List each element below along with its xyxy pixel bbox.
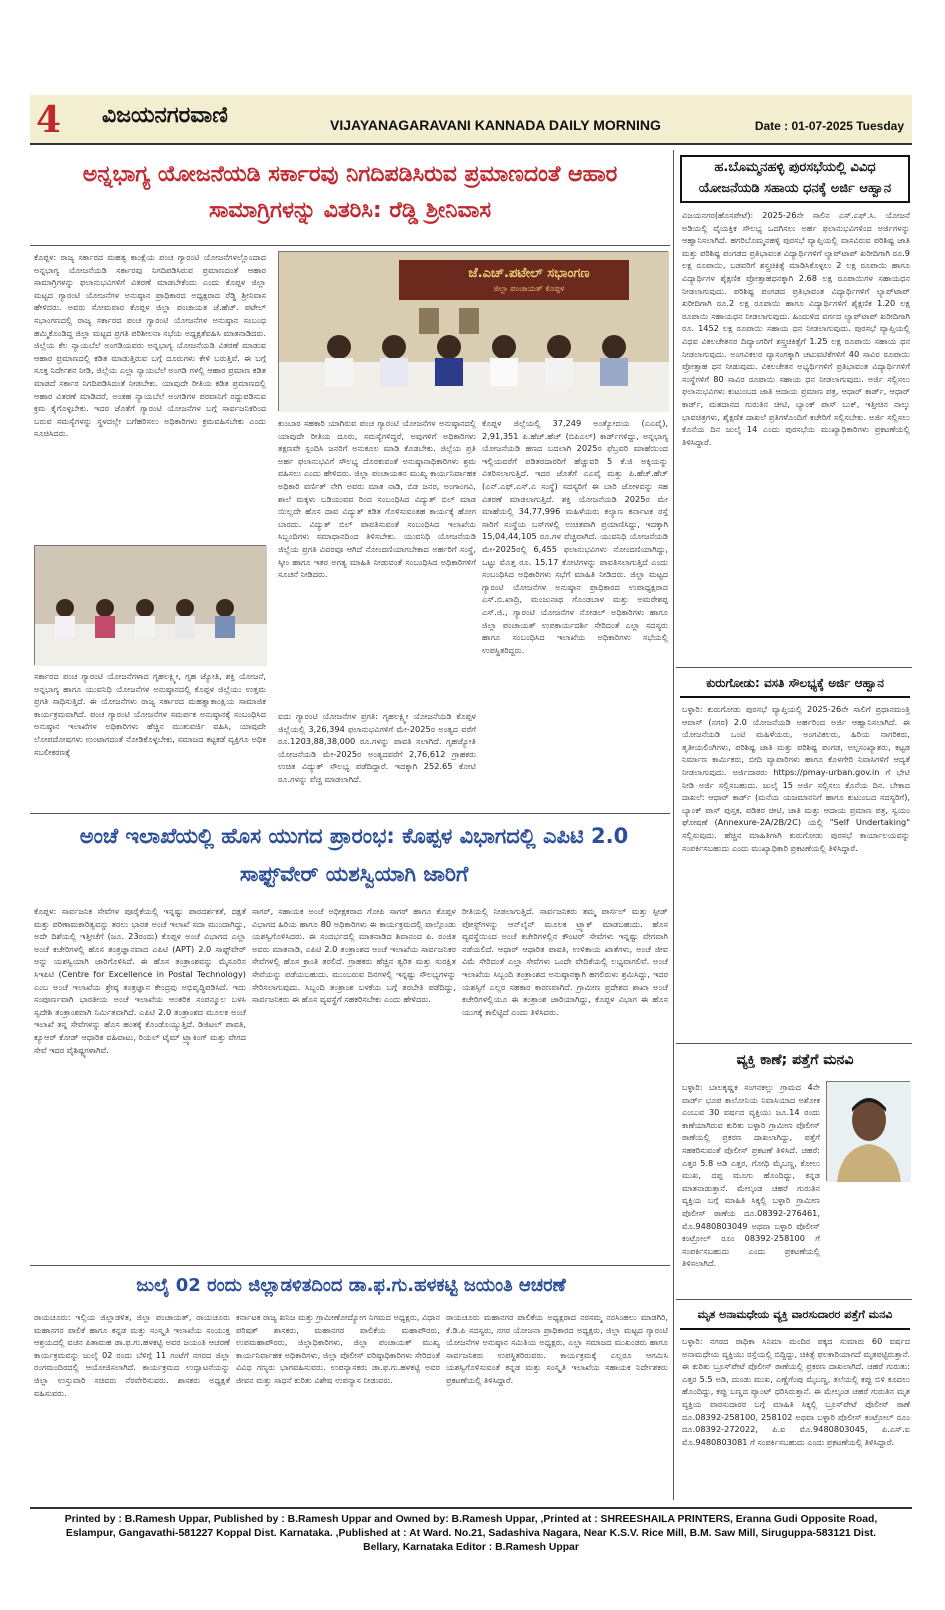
missing-person-body: ಬಳ್ಳಾರಿ: ಬಾಲಕೃಷ್ಣಕ ಸಂಗನಕಲ್ಲು ಗ್ರಾಮದ 4ನೇ ವಾರ್ಡ್ ಭೂಪ ಕಾಲೋನಿಯ ನಿವಾಸಿಯಾದ ಅಶೋಕ ಎಂಬುವ 30 ವರ್ಷದ ವ್ಯಕ್ತಿಯು ಜೂ.14 ರಂದು ಕಾಣೆಯಾಗಿರುವ ಕುರಿತು ಬಳ್ಳಾರಿ ಗ್ರಾಮೀಣ ಪೊಲೀಸ್ ಠಾಣೆಯಲ್ಲಿ ಪ್ರಕರಣ ದಾಖಲಾಗಿದ್ದು, ಪತ್ತೆಗೆ ಸಹಕರಿಸುವಂತೆ ಪೊಲೀಸ್ ಪ್ರಕಟಣೆ ತಿಳಿಸಿದೆ. ಚಹರೆ: ಎತ್ತರ 5.8 ಅಡಿ ಎತ್ತರ, ಗೋಧಿ ಮೈಬಣ್ಣ, ಕೋಲು ಮುಖ, ದಪ್ಪ ಮೂಗು ಹೊಂದಿದ್ದು, ಕನ್ನಡ ಮಾತನಾಡುತ್ತಾನೆ. ಮೇಲ್ಕಂಡ ಚಹರೆ ಗುರುತಿನ ವ್ಯಕ್ತಿಯ ಬಗ್ಗೆ ಮಾಹಿತಿ ಸಿಕ್ಕಲ್ಲಿ ಬಳ್ಳಾರಿ ಗ್ರಾಮೀಣ ಪೊಲೀಸ್ ಠಾಣೆಯ ದೂ.08392-276461, ಮೊ.9480803049 ಅಥವಾ ಬಳ್ಳಾರಿ ಪೊಲೀಸ್ ಕಂಟ್ರೋಲ್ ರೂಂ 08392-258100 ಗೆ ಸಂಪರ್ಕಿಸಬಹುದು ಎಂದು ಪ್ರಕಟಣೆಯಲ್ಲಿ ತಿಳಿಸಲಾಗಿದೆ.: [682, 1082, 820, 1269]
halakatti-article-col2: ಕರ್ನಾಟಕ ರಾಜ್ಯ ಖನಿಜ ಮತ್ತು ಗ್ರಾಮೀಣೋದ್ಯೋಗ ನಿಗಮದ ಅಧ್ಯಕ್ಷರು, ವಿಧಾನ ಪರಿಷತ್ ಶಾಸಕರು, ಮಹಾನಗರ ಪಾಲಿಕೆಯ ಮಹಾಪೌರರು, ಉಪಮಹಾಪೌರರು, ಜಿಲ್ಲಾಧಿಕಾರಿಗಳು, ಜಿಲ್ಲಾ ಪಂಚಾಯತ್ ಮುಖ್ಯ ಕಾರ್ಯನಿರ್ವಾಹಕ ಅಧಿಕಾರಿಗಳು, ಜಿಲ್ಲಾ ಪೊಲೀಸ್ ವರಿಷ್ಠಾಧಿಕಾರಿಗಳು ಸೇರಿದಂತೆ ವಿವಿಧ ಗಣ್ಯರು ಭಾಗವಹಿಸುವರು. ಉಪನ್ಯಾಸಕರು ಡಾ.ಫ.ಗು.ಹಳಕಟ್ಟಿ ಅವರ ಜೀವನ ಮತ್ತು ಸಾಧನೆ ಕುರಿತು ವಿಶೇಷ ಉಪನ್ಯಾಸ ನೀಡುವರು.: [236, 1312, 440, 1385]
imprint-line-1: Printed by : B.Ramesh Uppar, Published by : B.Ramesh Uppar and Owned by: B.Ramesh Uppar, ,Printed at : SHREESHAILA PRINTERS, Eranna Gudi Opposite Road,: [64, 1514, 878, 1525]
postal-article-col2: ಸಾಗರ್, ಸಹಾಯಕ ಅಂಚೆ ಅಧೀಕ್ಷಕರಾದ ಗೋಪಿ ಸಾಗರ್ ಹಾಗೂ ಕೊಪ್ಪಳ ವಿಭಾಗದ ಹಿರಿಯ ಹಾಗೂ 80 ಅಧಿಕಾರಿಗಳು ಈ ಕಾರ್ಯಕ್ರಮದಲ್ಲಿ ಪಾಲ್ಗೊಂಡು ಯಶಸ್ವಿಗೊಳಿಸಿದರು. ಈ ಸಂದರ್ಭದಲ್ಲಿ ಮಾತನಾಡಿದ ಶಿವಾನಂದ ಪಿ. ರಂಜಿತ ಅವರು ಮಾತನಾಡಿ, ಎಪಿಟಿ 2.0 ತಂತ್ರಾಂಶದ ಅಂಚೆ ಇಲಾಖೆಯ ಸಾರ್ವಜನಿಕರ ಸೇವೆಗಳಲ್ಲಿ ಹೊಸ ಕ್ರಾಂತಿ ತರಲಿದೆ. ಗ್ರಾಹಕರು ಹೆಚ್ಚಿನ ತ್ವರಿತ ಮತ್ತು ಸುರಕ್ಷಿತ ಸೇವೆಯನ್ನು ಪಡೆಯಬಹುದು. ಮುಂಬರುವ ದಿನಗಳಲ್ಲಿ ಇನ್ನಷ್ಟು ಸೌಲಭ್ಯಗಳನ್ನು ಸೇರಿಸಲಾಗುವುದು. ಸಿಬ್ಬಂದಿ ತಂತ್ರಾಂಶ ಬಳಕೆಯ ಬಗ್ಗೆ ತರಬೇತಿ ಪಡೆದಿದ್ದು, ಸಾರ್ವಜನಿಕರು ಈ ಹೊಸ ವ್ಯವಸ್ಥೆಗೆ ಸಹಕರಿಸಬೇಕು ಎಂದು ಹೇಳಿದರು.: [252, 906, 456, 1005]
masthead-date: Date : 01-07-2025 Tuesday: [754, 119, 904, 133]
halakatti-headline: ಜುಲೈ 02 ರಂದು ಜಿಲ್ಲಾಡಳಿತದಿಂದ ಡಾ.ಫ.ಗು.ಹಳಕಟ್ಟಿ ಜಯಂತಿ ಆಚರಣೆ: [136, 1275, 566, 1296]
page-number: 4: [36, 99, 62, 141]
kurugodu-body: ಬಳ್ಳಾರಿ: ಕುರುಗೋಡು ಪುರಸಭೆ ವ್ಯಾಪ್ತಿಯಲ್ಲಿ 2025-26ನೇ ಸಾಲಿಗೆ ಪ್ರಧಾನಮಂತ್ರಿ ಆವಾಸ್ (ನಗರ) 2.0 ಯೋಜನೆಯಡಿ ಅರ್ಹರಿಂದ ಅರ್ಜಿ ಆಹ್ವಾನಿಸಲಾಗಿದೆ. ಈ ಯೋಜನೆಯಡಿ ಒಂಟಿ ಮಹಿಳೆಯರು, ಅಂಗವಿಕಲರು, ಹಿರಿಯ ನಾಗರಿಕರು, ತೃತೀಯಲಿಂಗಿಗಳು, ಪರಿಶಿಷ್ಟ ಜಾತಿ ಮತ್ತು ಪರಿಶಿಷ್ಟ ಪಂಗಡ, ಅಲ್ಪಸಂಖ್ಯಾತರು, ಕಟ್ಟಡ ನಿರ್ಮಾಣ ಕಾರ್ಮಿಕರು, ಬೀದಿ ವ್ಯಾಪಾರಿಗಳು ಹಾಗೂ ಕೊಳಗೇರಿ ನಿವಾಸಿಗಳಿಗೆ ಆದ್ಯತೆ ನೀಡಲಾಗುವುದು. ಅರ್ಜಿದಾರರು https://pmay-urban.gov.in ಗೆ ಭೇಟಿ ನೀಡಿ ಅರ್ಜಿ ಸಲ್ಲಿಸಬಹುದು. ಜುಲೈ 15 ಅರ್ಜಿ ಸಲ್ಲಿಸಲು ಕೊನೆಯ ದಿನ. ಬೇಕಾದ ದಾಖಲೆ: ಆಧಾರ್ ಕಾರ್ಡ್ (ಮನೆಯ ಯಜಮಾನನಿಗೆ ಹಾಗೂ ಕುಟುಂಬದ ಸದಸ್ಯರಿಗೆ), ಬ್ಯಾಂಕ್ ಪಾಸ್ ಪುಸ್ತಕ, ಪಡಿತರ ಚೀಟಿ, ಜಾತಿ ಮತ್ತು ಆದಾಯ ಪ್ರಮಾಣ ಪತ್ರ, ಸ್ವಯಂ ಘೋಷಣೆ (Annexure-2A/2B/2C) ಯಲ್ಲಿ "Self Undertaking" ಸಲ್ಲಿಸುವುದು. ಹೆಚ್ಚಿನ ಮಾಹಿತಿಗಾಗಿ ಕುರುಗೋಡು ಪುರಸಭೆ ಕಾರ್ಯಾಲಯವನ್ನು ಸಂಪರ್ಕಿಸಬಹುದು ಎಂದು ಮುಖ್ಯಾಧಿಕಾರಿ ಪ್ರಕಟಣೆಯಲ್ಲಿ ತಿಳಿಸಿದ್ದಾರೆ.: [682, 704, 910, 853]
meeting-banner-text: ಜೆ.ಎಚ್.ಪಟೇಲ್ ಸಭಾಂಗಣ: [468, 266, 590, 281]
missing-person-headline: ವ್ಯಕ್ತಿ ಕಾಣೆ; ಪತ್ತೆಗೆ ಮನವಿ: [680, 1048, 910, 1076]
lead-article-col1-lower: ಸರ್ಕಾರದ ಪಂಚ ಗ್ಯಾರಂಟಿ ಯೋಜನೆಗಳಾದ ಗೃಹಲಕ್ಷ್ಮೀ, ಗೃಹ ಜ್ಯೋತಿ, ಶಕ್ತಿ ಯೋಜನೆ, ಅನ್ನಭಾಗ್ಯ ಹಾಗೂ ಯುವನಿಧಿ ಯೋಜನೆಗಳ ಅನುಷ್ಠಾನದಲ್ಲಿ ಕೊಪ್ಪಳ ಜಿಲ್ಲೆಯು ಉತ್ತಮ ಪ್ರಗತಿ ಸಾಧಿಸುತ್ತಿದೆ. ಈ ಯೋಜನೆಗಳು ರಾಜ್ಯ ಸರ್ಕಾರದ ಮಹತ್ವಾಕಾಂಕ್ಷಿಯ ಸಾಮಾಜಿಕ ಕಾರ್ಯಕ್ರಮವಾಗಿದೆ. ಪಂಚ ಗ್ಯಾರಂಟಿ ಯೋಜನೆಗಳ ಸಮರ್ಪಕ ಅನುಷ್ಠಾನಕ್ಕೆ ಸಂಬಂಧಿಸಿದ ಅನುಷ್ಠಾನ ಇಲಾಖೆಗಳ ಅಧಿಕಾರಿಗಳು ಹೆಚ್ಚಿನ ಮುತುವರ್ಜಿ ವಹಿಸಿ, ಯಾವುದೇ ಲೋಪದೋಷಗಳು ಉಂಟಾಗದಂತೆ ನೋಡಿಕೊಳ್ಳಬೇಕು, ಸಮಾಜದ ಕಟ್ಟಕಡೆ ವ್ಯಕ್ತಿಗೂ ಅಧಿಕ ಸಬಲೀಕರಣಕ್ಕೆ: [34, 671, 266, 757]
lead-meeting-photo: [278, 251, 668, 411]
bommanahalli-body: ವಿಜಯನಗರ(ಹೊಸಪೇಟೆ): 2025-26ನೇ ಸಾಲಿನ ಎಸ್.ಎಫ್.ಸಿ. ಯೋಜನೆ ಅಡಿಯಲ್ಲಿ ವೈಯಕ್ತಿಕ ಸೌಲಭ್ಯ ಒದಗಿಸಲು ಅರ್ಹ ಫಲಾನುಭವಿಗಳಿಂದ ಅರ್ಜಿಗಳನ್ನು ಆಹ್ವಾನಿಸಲಾಗಿದೆ. ಹಗರಿಬೊಮ್ಮನಹಳ್ಳಿ ಪುರಸಭೆ ವ್ಯಾಪ್ತಿಯಲ್ಲಿ ವಾಸವಿರುವ ಪರಿಶಿಷ್ಟ ಜಾತಿ ಮತ್ತು ಪರಿಶಿಷ್ಟ ಪಂಗಡದ ಪ್ರತಿಭಾವಂತ ವಿದ್ಯಾರ್ಥಿಗಳಿಗೆ ಲ್ಯಾಪ್‌ಟಾಪ್ ಖರೀದಿಗಾಗಿ ರೂ.9 ಲಕ್ಷ ರೂಪಾಯಿ, ಬಡವರಿಗೆ ಶಸ್ತ್ರಚಿಕಿತ್ಸೆ ಮಾಡಿಸಿಕೊಳ್ಳಲು 2 ಲಕ್ಷ ರೂಪಾಯಿ ಹಾಗೂ ವಿದ್ಯಾರ್ಥಿಗಳ ಶೈಕ್ಷಣಿಕ ಪ್ರೋತ್ಸಾಹಧನಕ್ಕಾಗಿ 2.68 ಲಕ್ಷ ರೂಪಾಯಿಗಳ ಸಹಾಯಧನ ನೀಡಲಾಗುವುದು. ಪರಿಶಿಷ್ಟ ಪಂಗಡದ ಪ್ರತಿಭಾವಂತ ವಿದ್ಯಾರ್ಥಿಗಳಿಗೆ ಲ್ಯಾಪ್‌ಟಾಪ್ ಖರೀದಿಗಾಗಿ ರೂ.2 ಲಕ್ಷ ರೂಪಾಯಿ ಹಾಗೂ ವಿದ್ಯಾರ್ಥಿಗಳಿಗೆ ಶೈಕ್ಷಣಿಕ 1.20 ಲಕ್ಷ ರೂಪಾಯಿ ಸಹಾಯಧನ ನೀಡಲಾಗುವುದು. ಹಿಂದುಳಿದ ವರ್ಗದ ಲ್ಯಾಪ್‌ಟಾಪ್ ಖರೀದಿಗಾಗಿ ರೂ. 1452 ಲಕ್ಷ ರೂಪಾಯಿ ಸಹಾಯ ಧನ ನೀಡಲಾಗುವುದು. ಪುರಸಭೆ ವ್ಯಾಪ್ತಿಯಲ್ಲಿ ವಿಧವ ವಿಕಲಚೇತನರ ದಿವ್ಯಾಂಗರಿಗೆ ಶಸ್ತ್ರಚಿಕಿತ್ಸೆಗೆ 1.25 ಲಕ್ಷ ರೂಪಾಯಿ ಸಹಾಯ ಧನ ನೀಡಲಾಗುವುದು. ಅಂಗವಿಕಲರ ವ್ಯಾಸಂಗಕ್ಕಾಗಿ ಚಟುವಟಿಕೆಗಳಿಗೆ 40 ಸಾವಿರ ರೂಪಾಯಿ ಪ್ರೋತ್ಸಾಹ ಧನ ನೀಡುವುದು. ವಿಕಲಚೇತನ ಅಭ್ಯರ್ಥಿಗಳಿಗೆ ಪ್ರತಿಭಾವಂತ ವಿದ್ಯಾರ್ಥಿಗಳಿಗೆ ಸಂಸ್ಥೆಗಳಿಗೆ 80 ಸಾವಿರ ರೂಪಾಯಿ ಸಹಾಯ ಧನ ನೀಡಲಾಗುವುದು. ಅರ್ಜಿ ಸಲ್ಲಿಸಲು ಫಲಾನುಭವಿಗಳು ಕುಟುಂಬದ ಜಾತಿ ಆದಾಯ ಪ್ರಮಾಣ ಪತ್ರ, ಆಧಾರ್ ಕಾರ್ಡ್, ಆಧಾರ್ ಕಾರ್ಡ್, ಮತದಾನದ ಗುರುತಿನ ಚೀಟಿ, ಬ್ಯಾಂಕ್ ಪಾಸ್ ಬುಕ್, ಇತ್ತೀಚಿನ ನಾಲ್ಕು ಭಾವಚಿತ್ರಗಳು, ಶೈಕ್ಷಣಿಕ ದಾಖಲೆ ಪ್ರತಿಗಳೊಂದಿಗೆ ಕಚೇರಿಗೆ ಸಲ್ಲಿಸಬೇಕು. ಅರ್ಜಿ ಸಲ್ಲಿಸಲು ಕೊನೆಯ ದಿನ ಜುಲೈ 14 ಎಂದು ಪುರಸಭೆಯ ಮುಖ್ಯಾಧಿಕಾರಿಗಳು ಪ್ರಕಟಣೆಯಲ್ಲಿ ತಿಳಿಸಿದ್ದಾರೆ.: [682, 210, 910, 447]
lead-article-col3: ಕೊಪ್ಪಳ ಜಿಲ್ಲೆಯಲ್ಲಿ 37,249 ಅಂತ್ಯೋದಯ (ಎಎವೈ), 2,91,351 ಪಿ.ಹೆಚ್.ಹೆಚ್ (ಬಿಪಿಎಲ್) ಕಾರ್ಡ್‌ಗಳಿದ್ದು, ಅನ್ನಭಾಗ್ಯ ಯೋಜನೆಯಡಿ ಹಣದ ಬದಲಾಗಿ 2025ರ ಫೆಬ್ರವರಿ ಮಾಹೆಯಿಂದ ಇಲ್ಲಿಯವರೆಗೆ ಪಡಿತರದಾರರಿಗೆ ಹೆಚ್ಚುವರಿ 5 ಕೆ.ಜಿ ಅಕ್ಕಿಯನ್ನು ವಿತರಿಸಲಾಗುತ್ತಿದೆ. ಇದರ ಜೊತೆಗೆ ಎಎವೈ ಮತ್ತು ಪಿ.ಹೆಚ್.ಹೆಚ್ (ಎನ್.ಎಫ್.ಎಸ್.ಎ ಸಂಸ್ಥೆ) ಸದಸ್ಯರಿಗೆ ಈ ಬಾರಿ ಜೋಳವನ್ನು ಸಹ ವಿತರಣೆ ಮಾಡಲಾಗುತ್ತಿದೆ. ಶಕ್ತಿ ಯೋಜನೆಯಡಿ 2025ರ ಮೇ ಮಾಹೆಯಲ್ಲಿ 34,77,996 ಮಹಿಳೆಯರು ಕಲ್ಯಾಣ ಕರ್ನಾಟಕ ರಸ್ತೆ ಸಾರಿಗೆ ಸಂಸ್ಥೆಯ ಬಸ್‌ಗಳಲ್ಲಿ ಉಚಿತವಾಗಿ ಪ್ರಯಾಣಿಸಿದ್ದು, ಇದಕ್ಕಾಗಿ 15,04,44,105 ರೂ.ಗಳ ವೆಚ್ಚವಾಗಿದೆ. ಯುವನಿಧಿ ಯೋಜನೆಯಡಿ ಮೇ-2025ರಲ್ಲಿ 6,455 ಫಲಾನುಭವಿಗಳು ನೋಂದಣಿಯಾಗಿದ್ದು, ಒಟ್ಟು ಮೊತ್ತ ರೂ. 15.17 ಕೋಟಿಗಳನ್ನು ಪಾವತಿಸಲಾಗುತ್ತಿದೆ ಎಂದು ಸಂಬಂಧಿಸಿದ ಅಧಿಕಾರಿಗಳು ಸಭೆಗೆ ಮಾಹಿತಿ ನೀಡಿದರು. ಜಿಲ್ಲಾ ಮಟ್ಟದ ಗ್ಯಾರಂಟಿ ಯೋಜನೆಗಳ ಅನುಷ್ಠಾನ ಪ್ರಾಧಿಕಾರದ ಉಪಾಧ್ಯಕ್ಷರಾದ ಎಸ್.ಬಿ.ಖಾದ್ರಿ, ಮಂಜುನಾಥ ಗೊಂಡಬಾಳ ಮತ್ತು ಅಮರೇಶಪ್ಪ ಎಸ್.ಜಿ., ಗ್ಯಾರಂಟಿ ಯೋಜನೆಗಳ ನೋಡಲ್ ಅಧಿಕಾರಿಗಳು ಹಾಗೂ ಜಿಲ್ಲಾ ಪಂಚಾಯತ್ ಉಪಕಾರ್ಯದರ್ಶಿ ಸೇರಿದಂತೆ ಎಲ್ಲಾ ಸದಸ್ಯರು ಹಾಗೂ ಸಂಬಂಧಿಸಿದ ಇಲಾಖೆಯ ಅಧಿಕಾರಿಗಳು ಸಭೆಯಲ್ಲಿ ಉಪಸ್ಥಿತರಿದ್ದರು.: [482, 418, 668, 655]
newspaper-page: [30, 95, 912, 1565]
postal-article-col1: ಕೊಪ್ಪಳ: ಸಾರ್ವಜನಿಕ ಸೇವೆಗಳ ಪೂರೈಕೆಯಲ್ಲಿ ಇನ್ನಷ್ಟು ಪಾರದರ್ಶಕತೆ, ದಕ್ಷತೆ ಮತ್ತು ಪರಿಣಾಮಕಾರಿತ್ವವನ್ನು ತರಲು ಭಾರತ ಅಂಚೆ ಇಲಾಖೆ ಸದಾ ಮುಂದಾಗಿದ್ದು, ಅದೇ ದಿಶೆಯಲ್ಲಿ ಇತ್ತೀಚೆಗೆ (ಜೂ. 23ರಂದು) ಕೊಪ್ಪಳ ಅಂಚೆ ವಿಭಾಗದ ಎಲ್ಲಾ ಅಂಚೆ ಕಚೇರಿಗಳಲ್ಲಿ ಹೊಸ ತಂತ್ರಜ್ಞಾನವಾದ ಎಪಿಟಿ (APT) 2.0 ಸಾಫ್ಟ್‌ವೇರ್ ಅನ್ನು ಯಶಸ್ವಿಯಾಗಿ ಜಾರಿಗೊಳಿಸಿದೆ. ಈ ಹೊಸ ತಂತ್ರಾಂಶವನ್ನು ಮೈಸೂರಿನ ಸಿಇಪಿಟಿ (Centre for Excellence in Postal Technology) ಎಂಬ ಅಂಚೆ ಇಲಾಖೆಯ ಶ್ರೇಷ್ಠ ತಂತ್ರಜ್ಞಾನ ಕೇಂದ್ರವು ಅಭಿವೃದ್ಧಿಪಡಿಸಿದೆ. ಇದು ಸಂಪೂರ್ಣವಾಗಿ ಭಾರತೀಯ ಅಂಚೆ ಇಲಾಖೆಯ ಆಂತರಿಕ ಸಂಪನ್ಮೂಲ ಬಳಸಿ ಸ್ವದೇಶಿ ತಂತ್ರಾಂಶವಾಗಿ ನಿರ್ಮಿತವಾಗಿದೆ. ಎಪಿಟಿ 2.0 ತಂತ್ರಾಂಶದ ಮೂಲಕ ಅಂಚೆ ಇಲಾಖೆ ತನ್ನ ಸೇವೆಗಳನ್ನು ಹೊಸ ಹಂತಕ್ಕೆ ಕೊಂಡೊಯ್ಯುತ್ತಿದೆ. ಡಿಜಿಟಲ್ ಪಾವತಿ, ಕ್ಯೂಆರ್ ಕೋಡ್ ಆಧಾರಿತ ವಹಿವಾಟು, ರಿಯಲ್ ಟೈಮ್ ಟ್ರ್ಯಾಕಿಂಗ್ ಮತ್ತು ವೇಗದ ಸೇವೆ ಇದರ ವೈಶಿಷ್ಟ್ಯಗಳಾಗಿವೆ.: [34, 906, 246, 1055]
deceased-body: ಬಳ್ಳಾರಿ: ನಗರದ ರಾಧಿಕಾ ಸಿನಿಮಾ ಮಂದಿರ ಪಕ್ಕದ ಸುಮಾರು 60 ವರ್ಷದ ಅನಾಮಧೇಯ ವ್ಯಕ್ತಿಯು ರಸ್ತೆಯಲ್ಲಿ ಬಿದ್ದಿದ್ದು, ಚಿಕಿತ್ಸೆ ಫಲಕಾರಿಯಾಗದೆ ಮೃತಪಟ್ಟಿರುತ್ತಾನೆ. ಈ ಕುರಿತು ಬ್ರೂಸ್‌ಪೇಟೆ ಪೊಲೀಸ್ ಠಾಣೆಯಲ್ಲಿ ಪ್ರಕರಣ ದಾಖಲಾಗಿದೆ. ಚಹರೆ ಗುರುತು: ಎತ್ತರ 5.5 ಅಡಿ, ದುಂಡು ಮುಖ, ಎಣ್ಣೆಗೆಂಪು ಮೈಬಣ್ಣ, ತಲೆಯಲ್ಲಿ ಕಪ್ಪು ಬಿಳಿ ಕೂದಲು ಹೊಂದಿದ್ದು, ಕಪ್ಪು ಬಣ್ಣದ ಪ್ಯಾಂಟ್ ಧರಿಸಿರುತ್ತಾನೆ. ಈ ಮೇಲ್ಕಂಡ ಚಹರೆ ಗುರುತಿನ ಮೃತ ವ್ಯಕ್ತಿಯ ವಾರಸುದಾರರ ಬಗ್ಗೆ ಮಾಹಿತಿ ಸಿಕ್ಕಲ್ಲಿ ಬ್ರೂಸ್‌ಪೇಟೆ ಪೊಲೀಸ್ ಠಾಣೆ ದೂ.08392-258100, 258102 ಅಥವಾ ಬಳ್ಳಾರಿ ಪೊಲೀಸ್ ಕಂಟ್ರೋಲ್ ರೂಂ ದೂ.08392-272022, ಪಿ.ಐ ಮೊ.9480803045, ಪಿ.ಎಸ್.ಐ ಮೊ.9480803081 ಗೆ ಸಂಪರ್ಕಿಸಬಹುದು ಎಂದು ಪ್ರಕಟಣೆಯಲ್ಲಿ ತಿಳಿಸಿದ್ದಾರೆ.: [682, 1336, 910, 1447]
imprint-line-2: Eslampur, Gangavathi-581227 Koppal Dist. Karnataka. ,Published at : At Ward. No.21, Sadashiva Nagara, Near K.S.V. Rice Mill, B.M. Saw Mill, Siruguppa-583121 Dist.: [65, 1528, 877, 1539]
officials-photo-illustration: [35, 546, 267, 666]
imprint-line-3: Bellary, Karnataka Editor : B.Ramesh Uppar: [363, 1542, 579, 1553]
masthead-title-english: VIJAYANAGARAVANI KANNADA DAILY MORNING: [330, 117, 661, 133]
lead-headline: ಅನ್ನಭಾಗ್ಯ ಯೋಜನೆಯಡಿ ಸರ್ಕಾರವು ನಿಗದಿಪಡಿಸಿರುವ ಪ್ರಮಾಣದಂತೆ ಆಹಾರ ಸಾಮಾಗ್ರಿಗಳನ್ನು ವಿತರಿಸಿ: ರೆಡ್ಡಿ ಶ್ರೀನಿವಾಸ: [82, 162, 618, 223]
halakatti-article-col1: ರಾಯಚೂರು: ಇಲ್ಲಿಯ ಜಿಲ್ಲಾಡಳಿತ, ಜಿಲ್ಲಾ ಪಂಚಾಯತ್, ರಾಯಚೂರು ಮಹಾನಗರ ಪಾಲಿಕೆ ಹಾಗೂ ಕನ್ನಡ ಮತ್ತು ಸಂಸ್ಕೃತಿ ಇಲಾಖೆಯ ಸಂಯುಕ್ತ ಆಶ್ರಯದಲ್ಲಿ ವಚನ ಪಿತಾಮಹ ಡಾ.ಫ.ಗು.ಹಳಕಟ್ಟಿ ಅವರ ಜಯಂತಿ ಆಚರಣೆ ಕಾರ್ಯಕ್ರಮವನ್ನು ಜುಲೈ 02 ರಂದು ಬೆಳಿಗ್ಗೆ 11 ಗಂಟೆಗೆ ನಗರದ ಜಿಲ್ಲಾ ರಂಗಮಂದಿರದಲ್ಲಿ ಆಯೋಜಿಸಲಾಗಿದೆ. ಕಾರ್ಯಕ್ರಮದ ಉದ್ಘಾಟನೆಯನ್ನು ಜಿಲ್ಲಾ ಉಸ್ತುವಾರಿ ಸಚಿವರು ನೆರವೇರಿಸುವರು. ಶಾಸಕರು ಅಧ್ಯಕ್ಷತೆ ವಹಿಸುವರು.: [34, 1312, 230, 1398]
lead-article-col1: ಕೊಪ್ಪಳ: ರಾಜ್ಯ ಸರ್ಕಾರದ ಮಹತ್ವ ಕಾಂಕ್ಷೆಯ ಪಂಚ ಗ್ಯಾರಂಟಿ ಯೋಜನೆಗಳಲ್ಲೊಂದಾದ ಅನ್ನಭಾಗ್ಯ ಯೋಜನೆಯಡಿ ಸರ್ಕಾರವು ನಿಗದಿಪಡಿಸಿರುವ ಪ್ರಮಾಣದಂತೆ ಆಹಾರ ಸಾಮಾಗ್ರಿಗಳನ್ನು ಫಲಾನುಭವಿಗಳಿಗೆ ವಿತರಣೆ ಮಾಡಬೇಕೆಂದು ಎಂದು ಕೊಪ್ಪಳ ಜಿಲ್ಲಾ ಮಟ್ಟದ ಗ್ಯಾರಂಟಿ ಯೋಜನೆಗಳ ಅನುಷ್ಠಾನ ಪ್ರಾಧಿಕಾರದ ಅಧ್ಯಕ್ಷರಾದ ರೆಡ್ಡಿ ಶ್ರೀನಿವಾಸ ಹೇಳಿದರು. ಅವರು ಸೋಮವಾರ ಕೊಪ್ಪಳ ಜಿಲ್ಲಾ ಪಂಚಾಯತ ಜೆ.ಹೆಚ್. ಪಟೇಲ್ ಸಭಾಂಗಣದಲ್ಲಿ ರಾಜ್ಯ ಸರ್ಕಾರದ ಪಂಚ ಗ್ಯಾರಂಟಿ ಯೋಜನೆಗಳ ಅನುಷ್ಠಾನ ಸಂಬಂಧ ಹಮ್ಮಿಕೊಂಡಿದ್ದ ಜಿಲ್ಲಾ ಮಟ್ಟದ ಪ್ರಗತಿ ಪರಿಶೀಲನಾ ಸಭೆಯ ಅಧ್ಯಕ್ಷತೆವಹಿಸಿ ಮಾತನಾಡಿದರು. ಜಿಲ್ಲೆಯ ಕೆಲ ನ್ಯಾಯಬೆಲೆ ಅಂಗಡಿಯವರು ಅನ್ನಭಾಗ್ಯ ಯೋಜನೆಯಡಿ ವಿತರಣೆ ಮಾಡುವ ಆಹಾರ ಪ್ರಮಾಣದಲ್ಲಿ ಕಡಿತ ಮಾಡುತ್ತಿರುವ ಬಗ್ಗೆ ದೂರುಗಳು ಕೇಳಿ ಬರುತ್ತಿವೆ. ಈ ಬಗ್ಗೆ ಸೂಕ್ತ ನಿರ್ದೇಶನ ನೀಡಿ, ಜಿಲ್ಲೆಯ ಎಲ್ಲಾ ನ್ಯಾಯಬೆಲೆ ಅಂಗಡಿ ಗಳಲ್ಲಿ ಆಹಾರ ಪ್ರಮಾಣ ಕಡಿತ ಮಾಡದೆ ಸರ್ಕಾರ ನಿಗದಿಪಡಿಸಿದಂತೆ ನೀಡಬೇಕು. ಯಾವುದೇ ರೀತಿಯ ಕಡಿತ ಪ್ರಮಾಣದಲ್ಲಿ ಆಹಾರ ವಿತರಣೆ ಮಾಡಿದರೆ, ಅಂತಹ ನ್ಯಾಯಬೆಲೆ ಅಂಗಡಿಗಳ ಪರವಾನಿಗೆ ರದ್ದುಪಡಿಸುವ ಕ್ರಮ ಕೈಗೊಳ್ಳಬೇಕು. ಇದರ ಜೊತೆಗೆ ಗ್ಯಾರಂಟಿ ಯೋಜನೆಗಳ ಬಗ್ಗೆ ಸಾರ್ವಜನಿಕರಿಂದ ಬರುವ ಸಮಸ್ಯೆಗಳನ್ನು ಸ್ಥಳದಲ್ಲೇ ಬಗೆಹರಿಸಲು ಅಧಿಕಾರಿಗಳು ಕ್ರಮವಹಿಸಬೇಕು ಎಂದು ಸೂಚಿಸಿದರು.: [34, 252, 266, 439]
imprint-footer: [30, 1507, 912, 1565]
lead-article-col2-lower: ಐದು ಗ್ಯಾರಂಟಿ ಯೋಜನೆಗಳ ಪ್ರಗತಿ: ಗೃಹಲಕ್ಷ್ಮೀ ಯೋಜನೆಯಡಿ ಕೊಪ್ಪಳ ಜಿಲ್ಲೆಯಲ್ಲಿ 3,26,394 ಫಲಾನುಭವಿಗಳಿಗೆ ಮೇ-2025ರ ಅಂತ್ಯದ ವರೆಗೆ ರೂ.1203,88,38,000 ರೂ.ಗಳನ್ನು ಪಾವತಿ ಸಲಾಗಿದೆ. ಗೃಹಜ್ಯೋತಿ ಯೋಜನೆಯಡಿ ಮೇ-2025ರ ಅಂತ್ಯದವರೆಗೆ 2,76,612 ಗ್ರಾಹಕರು ಉಚಿತ ವಿದ್ಯುತ್ ಸೌಲಭ್ಯ ಪಡೆದಿದ್ದಾರೆ. ಇದಕ್ಕಾಗಿ 252.65 ಕೋಟಿ ರೂ.ಗಳನ್ನು ವೆಚ್ಚ ಮಾಡಲಾಗಿದೆ.: [278, 711, 476, 784]
meeting-sub-banner: ಜಿಲ್ಲಾ ಪಂಚಾಯತ್ ಕೊಪ್ಪಳ: [493, 284, 565, 293]
bommanahalli-headline: ಹ.ಬೊಮ್ಮನಹಳ್ಳಿ ಪುರಸಭೆಯಲ್ಲಿ ವಿವಿಧ ಯೋಜನೆಯಡಿ ಸಹಾಯ ಧನಕ್ಕೆ ಅರ್ಜಿ ಆಹ್ವಾನ: [680, 155, 910, 203]
masthead-title-kannada: ವಿಜಯನಗರವಾಣಿ: [102, 103, 228, 128]
halakatti-article-col3: ರಾಯಚೂರು ಮಹಾನಗರ ಪಾಲಿಕೆಯ ಅಧ್ಯಕ್ಷರಾದ ನರಸಮ್ಮ ನರಸಿಂಹಲು ಮಾಡಗಿರಿ, ಕೆ.ಡಿ.ಪಿ ಸದಸ್ಯರು, ನಗರ ಯೋಜನಾ ಪ್ರಾಧಿಕಾರದ ಅಧ್ಯಕ್ಷರು, ಜಿಲ್ಲಾ ಮಟ್ಟದ ಗ್ಯಾರಂಟಿ ಯೋಜನೆಗಳ ಅನುಷ್ಠಾನ ಸಮಿತಿಯ ಅಧ್ಯಕ್ಷರು, ಎಲ್ಲಾ ಸಮಾಜದ ಮುಖಂಡರು ಹಾಗೂ ಸಾರ್ವಜನಿಕರು ಉಪಸ್ಥಿತರಿರುವರು. ಕಾರ್ಯಕ್ರಮಕ್ಕೆ ಎಲ್ಲರೂ ಆಗಮಿಸಿ ಯಶಸ್ವಿಗೊಳಿಸುವಂತೆ ಕನ್ನಡ ಮತ್ತು ಸಂಸ್ಕೃತಿ ಇಲಾಖೆಯ ಸಹಾಯಕ ನಿರ್ದೇಶಕರು ಪ್ರಕಟಣೆಯಲ್ಲಿ ತಿಳಿಸಿದ್ದಾರೆ.: [446, 1312, 668, 1385]
lead-article-col2: ಕುಂಬಾರ ಸಹಕಾರಿ ಯಾಗಿರುವ ಪಂಚ ಗ್ಯಾರಂಟಿ ಯೋಜನೆಗಳ ಅನುಷ್ಠಾನದಲ್ಲಿ ಯಾವುದೇ ರೀತಿಯ ದೂರು, ಸಮಸ್ಯೆಗಳಿದ್ದರೆ, ಅವುಗಳಿಗೆ ಅಧಿಕಾರಿಗಳು ತಕ್ಷಣವೇ ಸ್ಪಂದಿಸಿ ಜನರಿಗೆ ಅನುಕೂಲ ಮಾಡಿ ಕೊಡಬೇಕು. ಜಿಲ್ಲೆಯ ಪ್ರತಿ ಅರ್ಹ ಫಲಾನುಭವಿಗೆ ಸೌಲಭ್ಯ ದೊರಕುವಂತೆ ಅನುಷ್ಠಾನಾಧಿಕಾರಿಗಳು ಶ್ರಮ ವಹಿಸಲು ಎಂದು ಹೇಳಿದರು. ಜಿಲ್ಲಾ ಪಂಚಾಯತನ ಮುಖ್ಯ ಕಾರ್ಯನಿರ್ವಾಹಕ ಅಧಿಕಾರಿ ವರ್ಣಿತ್ ನೇಗಿ ಅವರು ಮಾತ ನಾಡಿ, ಬಿಡ ಜನರ, ಅಂಗಾಂಗವಿ, ಶಾಲೆ ಮಕ್ಕಳು ಬಡಿಯುವವ ರಿಂದ ಸಂಬಂಧಿಸಿದ ವಿದ್ಯುತ್ ಬಿಲ್ ಮಾಡ ಯಿಲ್ಲದೇ ಹೊಸ ದಾವ ವಿದ್ಯುತ್ ಕಡಿತ ಗೊಳಿಸುವಂತಹ ಕಾರ್ಯಕ್ಕೆ ಹೋಗ ಬಾರದು. ವಿದ್ಯುತ್ ಬಿಲ್ ಪಾವತಿಸುವಂತೆ ಸಂಬಂಧಿಸಿದ ಇಲಾಖೆಯ ಸಿಬ್ಬಂದಿಗಳು ಸಮಾಧಾನದಿಂದ ತಿಳಿಸಬೇಕು. ಯುವನಿಧಿ ಯೋಜನೆಯಡಿ ಜಿಲ್ಲೆಯ ಪ್ರಗತಿ ವಿವರವೂ ಆಗಿದೆ ನೋಂದಣಿಯಾಗಬೇಕಾದ ಅರ್ಹರಿಗೆ ಸಂಸ್ಥೆ, ಸ್ಕೀಂ ಹಾಗೂ ಇತರ ಅಗತ್ಯ ಮಾಹಿತಿ ನೀಡುವಂತೆ ಸಂಬಂಧಿಸಿದ ಅಧಿಕಾರಿಗಳಿಗೆ ಸೂಚನೆ ನೀಡಿದರು.: [278, 418, 476, 580]
missing-person-portrait: [827, 1082, 911, 1182]
kurugodu-headline: ಕುರುಗೋಡು: ವಸತಿ ಸೌಲಭ್ಯಕ್ಕೆ ಅರ್ಜಿ ಆಹ್ವಾನ: [680, 672, 910, 698]
missing-person-photo: [826, 1081, 910, 1181]
missing-person-body-continued: [682, 1185, 910, 1295]
lead-second-photo: [34, 545, 266, 665]
masthead: [30, 95, 912, 145]
postal-article-col3: ರೀತಿಯಲ್ಲಿ ನೀಡಲಾಗುತ್ತಿದೆ. ಸಾರ್ವಜನಿಕರು ತಮ್ಮ ಪಾರ್ಸಲ್ ಮತ್ತು ಸ್ಪೀಡ್ ಪೋಸ್ಟ್‌ಗಳನ್ನು ಆನ್‌ಲೈನ್ ಮೂಲಕ ಟ್ರ್ಯಾಕ್ ಮಾಡಬಹುದು. ಹೊಸ ವ್ಯವಸ್ಥೆಯಿಂದ ಅಂಚೆ ಕಚೇರಿಗಳಲ್ಲಿನ ಕೌಂಟರ್ ಸೇವೆಗಳು ಇನ್ನಷ್ಟು ವೇಗವಾಗಿ ನಡೆಯಲಿದೆ. ಆಧಾರ್ ಆಧಾರಿತ ಪಾವತಿ, ಉಳಿತಾಯ ಖಾತೆಗಳು, ಅಂಚೆ ಜೀವ ವಿಮೆ ಸೇರಿದಂತೆ ಎಲ್ಲಾ ಸೇವೆಗಳು ಒಂದೇ ವೇದಿಕೆಯಲ್ಲಿ ಲಭ್ಯವಾಗಲಿವೆ. ಅಂಚೆ ಇಲಾಖೆಯ ಸಿಬ್ಬಂದಿ ತಂತ್ರಾಂಶದ ಅನುಷ್ಠಾನಕ್ಕಾಗಿ ಹಗಲಿರುಳು ಶ್ರಮಿಸಿದ್ದು, ಇದರ ಯಶಸ್ಸಿಗೆ ಎಲ್ಲರ ಸಹಕಾರ ಕಾರಣವಾಗಿದೆ. ಗ್ರಾಮೀಣ ಪ್ರದೇಶದ ಶಾಖಾ ಅಂಚೆ ಕಚೇರಿಗಳಲ್ಲಿಯೂ ಈ ತಂತ್ರಾಂಶ ಜಾರಿಯಾಗಿದ್ದು, ಕೊಪ್ಪಳ ವಿಭಾಗ ಈ ಹೊಸ ಯುಗಕ್ಕೆ ಕಾಲಿಟ್ಟಿದೆ ಎಂದು ತಿಳಿಸಿದರು.: [462, 906, 668, 1017]
postal-headline: ಅಂಚೆ ಇಲಾಖೆಯಲ್ಲಿ ಹೊಸ ಯುಗದ ಪ್ರಾರಂಭ: ಕೊಪ್ಪಳ ವಿಭಾಗದಲ್ಲಿ ಎಪಿಟಿ 2.0 ಸಾಫ್ಟ್‌ವೇರ್ ಯಶಸ್ವಿಯಾಗಿ ಜಾರಿಗೆ: [79, 824, 629, 886]
deceased-headline: ಮೃತ ಅನಾಮಧೇಯ ವ್ಯಕ್ತಿ ವಾರಸುದಾರರ ಪತ್ತೆಗೆ ಮನವಿ: [680, 1304, 910, 1330]
